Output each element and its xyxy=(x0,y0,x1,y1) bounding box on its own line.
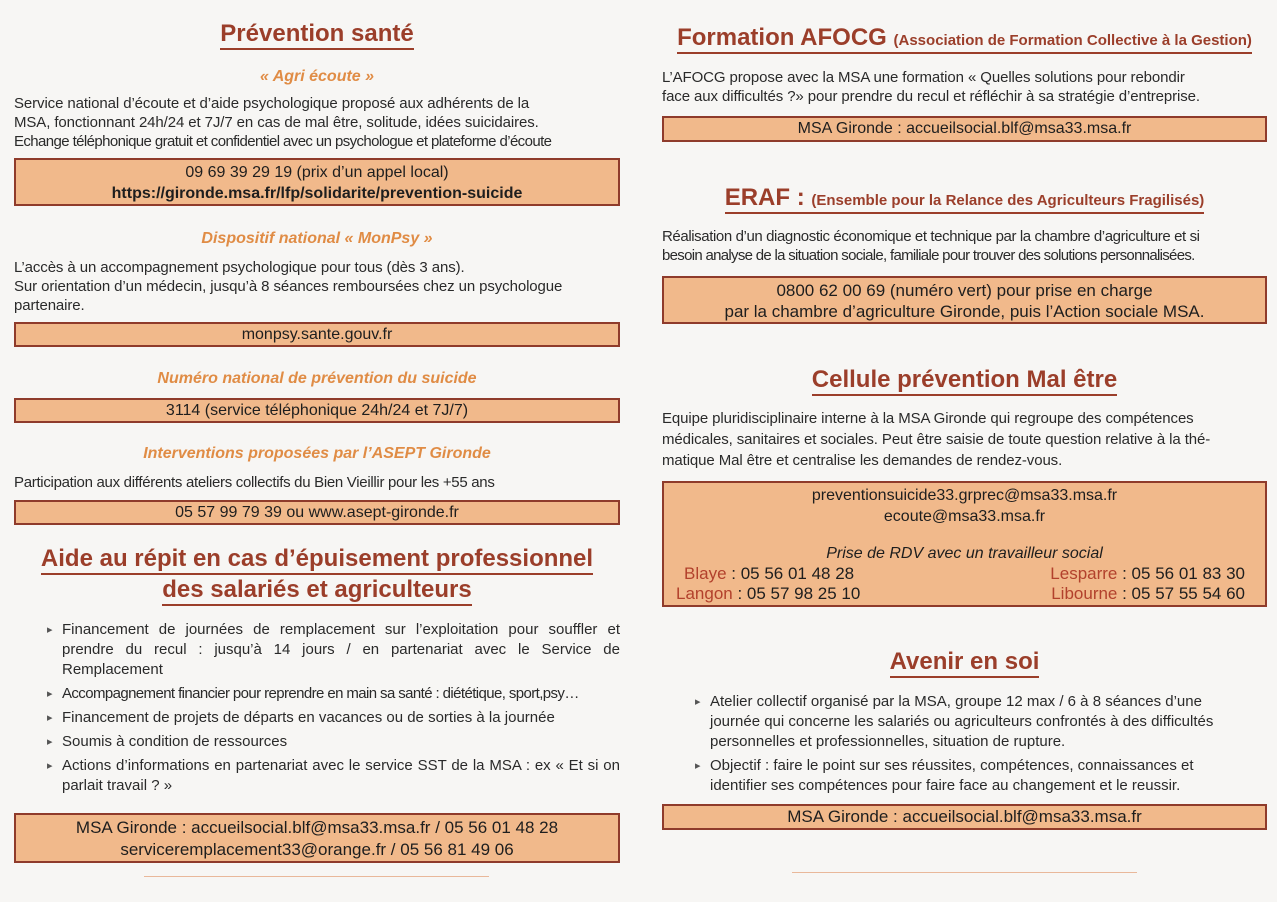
text-line: L’accès à un accompagnement psychologique pour tous (dès 3 ans). xyxy=(14,259,465,276)
asept-description: Participation aux différents ateliers collectifs du Bien Vieillir pour les +55 ans xyxy=(14,474,495,491)
prevention-sante-title: Prévention santé xyxy=(14,20,620,48)
phone-number[interactable]: 3114 (service téléphonique 24h/24 et 7J/7) xyxy=(165,402,469,419)
text-line: L’AFOCG propose avec la MSA une formation « Quelles solutions pour rebondir xyxy=(662,69,1185,86)
text-line: partenaire. xyxy=(14,297,85,314)
text-line: médicales, sanitaires et sociales. Peut être saisie de toute question relative à la thé- xyxy=(662,431,1211,448)
list-item: ▸ Financement de projets de départs en vacances ou de sorties à la journée xyxy=(47,709,555,726)
text-line: Echange téléphonique gratuit et confidentiel avec un psychologue et plateforme d’écoute xyxy=(14,133,552,150)
monpsy-subtitle: Dispositif national « MonPsy » xyxy=(201,230,433,247)
msa-email[interactable]: MSA Gironde : accueilsocial.blf@msa33.msa.fr xyxy=(797,120,1132,137)
text-line: Réalisation d’un diagnostic économique et technique par la chambre d’agriculture et si xyxy=(662,228,1200,245)
avenir-contact-box xyxy=(662,804,1267,830)
ecoute-email[interactable]: ecoute@msa33.msa.fr xyxy=(883,508,1046,525)
afocg-contact-box xyxy=(662,116,1267,142)
eraf-description xyxy=(662,227,1267,265)
bullet-arrow-icon: ▸ xyxy=(47,712,53,724)
contacts-row xyxy=(676,564,1245,604)
eraf-title: ERAF : (Ensemble pour la Relance des Agriculteurs Fragilisés) xyxy=(662,184,1267,215)
agri-ecoute-contact-box xyxy=(14,158,620,206)
cellule-title: Cellule prévention Mal être xyxy=(662,366,1267,394)
list-item: ▸ Actions d’informations en partenariat avec le service SST de la MSA : ex « Et si on parlait travail ? » xyxy=(47,757,620,794)
contact-libourne[interactable]: Libourne : 05 57 55 54 60 xyxy=(1051,584,1245,603)
bullet-arrow-icon: ▸ xyxy=(47,736,53,748)
agri-ecoute-description xyxy=(14,94,620,151)
list-item: ▸ Soumis à condition de ressources xyxy=(47,733,288,750)
list-item: ▸ Atelier collectif organisé par la MSA, groupe 12 max / 6 à 8 séances d’une journée qui concerne les salariés ou agriculteurs confrontés à des difficultés personnelles et professionnelles, situation de rupture. xyxy=(695,693,1214,750)
prevention-suicide-link[interactable]: https://gironde.msa.fr/lfp/solidarite/prevention-suicide xyxy=(111,185,523,202)
phone-number[interactable]: 0800 62 00 69 (numéro vert) pour prise en charge xyxy=(776,281,1153,300)
avenir-title: Avenir en soi xyxy=(662,648,1267,676)
service-remplacement-contact[interactable]: serviceremplacement33@orange.fr / 05 56 81 49 06 xyxy=(120,840,514,859)
suicide-prevention-subtitle: Numéro national de prévention du suicide xyxy=(157,370,477,387)
prevention-suicide-email[interactable]: preventionsuicide33.grprec@msa33.msa.fr xyxy=(811,487,1118,504)
contact-langon[interactable]: Langon : 05 57 98 25 10 xyxy=(676,584,861,603)
contact-lesparre[interactable]: Lesparre : 05 56 01 83 30 xyxy=(1050,564,1245,583)
cellule-description xyxy=(662,408,1267,471)
bullet-arrow-icon: ▸ xyxy=(47,688,52,700)
text-line: Service national d’écoute et d’aide psychologique proposé aux adhérents de la xyxy=(14,95,530,112)
monpsy-link-box xyxy=(14,322,620,347)
bullet-arrow-icon: ▸ xyxy=(47,624,53,636)
list-item: ▸ Objectif : faire le point sur ses réussites, compétences, connaissances et identifier ses compétences pour faire face au changement et le reussir. xyxy=(695,757,1194,794)
monpsy-description xyxy=(14,258,620,315)
asept-contact[interactable]: 05 57 99 79 39 ou www.asept-gironde.fr xyxy=(175,504,459,521)
cellule-contact-box xyxy=(662,481,1267,607)
phone-number[interactable]: 09 69 39 29 19 (prix d’un appel local) xyxy=(185,164,449,181)
list-item: ▸ Financement de journées de remplacement sur l’exploitation pour souffler et prendre du recul : jusqu’à 14 jours / en partenariat avec le Service de Remplacement xyxy=(47,621,620,678)
text-line: Sur orientation d’un médecin, jusqu’à 8 séances remboursées chez un psychologue xyxy=(14,278,563,295)
monpsy-link[interactable]: monpsy.sante.gouv.fr xyxy=(241,326,393,343)
text-line: face aux difficultés ?» pour prendre du recul et réfléchir à sa stratégie d’entreprise. xyxy=(662,88,1200,105)
afocg-title: Formation AFOCG (Association de Formation Collective à la Gestion) xyxy=(662,24,1267,55)
repit-contact-box xyxy=(14,813,620,863)
bullet-arrow-icon: ▸ xyxy=(695,696,701,708)
text-line: Equipe pluridisciplinaire interne à la MSA Gironde qui regroupe des compétences xyxy=(662,410,1194,427)
repit-list xyxy=(14,620,620,800)
list-item: ▸ Accompagnement financier pour reprendre en main sa santé : diététique, sport,psy… xyxy=(47,685,579,702)
msa-contact[interactable]: MSA Gironde : accueilsocial.blf@msa33.msa.fr / 05 56 01 48 28 xyxy=(75,818,559,837)
text-line: besoin analyse de la situation sociale, familiale pour trouver des solutions personnalisées. xyxy=(662,247,1195,264)
text-line: par la chambre d’agriculture Gironde, puis l’Action sociale MSA. xyxy=(724,302,1205,321)
msa-email[interactable]: MSA Gironde : accueilsocial.blf@msa33.msa.fr xyxy=(787,807,1142,826)
bullet-arrow-icon: ▸ xyxy=(47,760,53,772)
rdv-label: Prise de RDV avec un travailleur social xyxy=(826,545,1103,562)
repit-title: Aide au répit en cas d’épuisement professionnel des salariés et agriculteurs xyxy=(14,545,620,604)
bullet-arrow-icon: ▸ xyxy=(695,760,701,772)
asept-subtitle: Interventions proposées par l’ASEPT Gironde xyxy=(143,445,491,462)
avenir-list xyxy=(662,692,1252,800)
eraf-contact-box xyxy=(662,276,1267,324)
agri-ecoute-subtitle: « Agri écoute » xyxy=(259,68,375,85)
contact-blaye[interactable]: Blaye : 05 56 01 48 28 xyxy=(684,564,855,583)
text-line: matique Mal être et centralise les demandes de rendez-vous. xyxy=(662,452,1063,469)
afocg-description xyxy=(662,68,1267,106)
suicide-prevention-box xyxy=(14,398,620,423)
text-line: MSA, fonctionnant 24h/24 et 7J/7 en cas de mal être, solitude, idées suicidaires. xyxy=(14,114,539,131)
divider xyxy=(144,876,489,877)
asept-contact-box xyxy=(14,500,620,525)
divider xyxy=(792,872,1137,873)
